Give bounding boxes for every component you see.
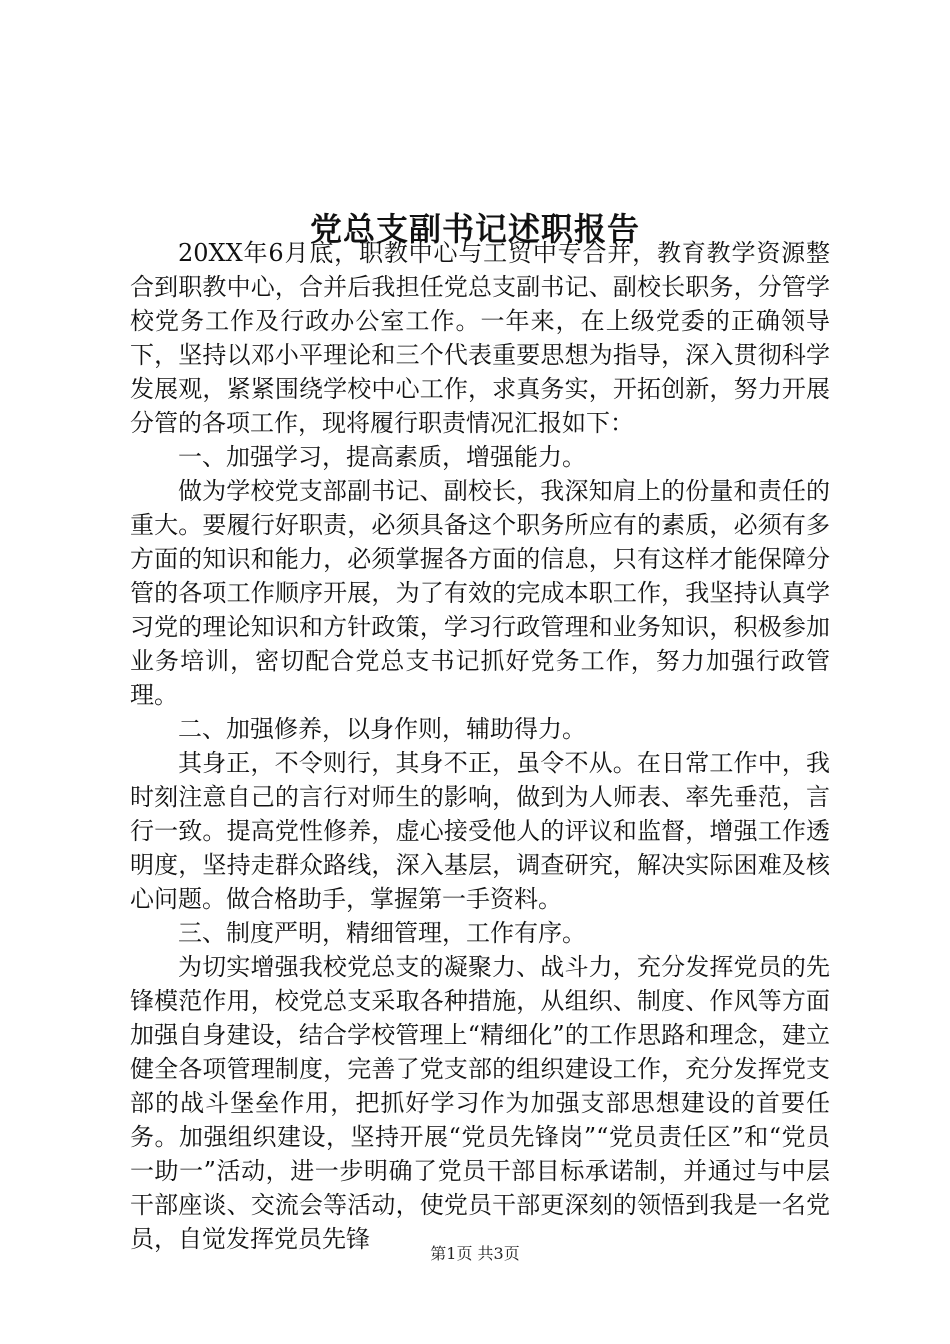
section-heading-2: 二、加强修养，以身作则，辅助得力。 (178, 715, 586, 743)
paragraph-section-1: 做为学校党支部副书记、副校长，我深知肩上的份量和责任的重大。要履行好职责，必须具备这个职务所应有的素质，必须有多方面的知识和能力，必须掌握各方面的信息，只有这样才能保障分管的各项工作顺序开展，为了有效的完成本职工作，我坚持认真学习党的理论知识和方针政策，学习行政管理和业务知识，积极参加业务培训，密切配合党总支书记抓好党务工作，努力加强行政管理。 (130, 477, 830, 709)
document-body (130, 236, 830, 1256)
page-number-footer: 第1页 共3页 (430, 1244, 520, 1263)
paragraph-section-3: 为切实增强我校党总支的凝聚力、战斗力，充分发挥党员的先锋模范作用，校党总支采取各种措施，从组织、制度、作风等方面加强自身建设，结合学校管理上“精细化”的工作思路和理念，建立健全各项管理制度，完善了党支部的组织建设工作，充分发挥党支部的战斗堡垒作用，把抓好学习作为加强支部思想建设的首要任务。加强组织建设，坚持开展“党员先锋岗”“党员责任区”和“党员一助一”活动，进一步明确了党员干部目标承诺制，并通过与中层干部座谈、交流会等活动，使党员干部更深刻的领悟到我是一名党员，自觉发挥党员先锋 (130, 953, 830, 1253)
paragraph-section-2: 其身正，不令则行，其身不正，虽令不从。在日常工作中，我时刻注意自己的言行对师生的影响，做到为人师表、率先垂范，言行一致。提高党性修养，虚心接受他人的评议和监督，增强工作透明度，坚持走群众路线，深入基层，调查研究，解决实际困难及核心问题。做合格助手，掌握第一手资料。 (130, 749, 830, 913)
paragraph-intro: 20XX年6月底，职教中心与工贸中专合并，教育教学资源整合到职教中心，合并后我担任党总支副书记、副校长职务，分管学校党务工作及行政办公室工作。一年来，在上级党委的正确领导下，坚持以邓小平理论和三个代表重要思想为指导，深入贯彻科学发展观，紧紧围绕学校中心工作，求真务实，开拓创新，努力开展分管的各项工作，现将履行职责情况汇报如下： (130, 239, 830, 437)
section-heading-3: 三、制度严明，精细管理，工作有序。 (178, 919, 586, 947)
document-title: 党总支副书记述职报告 (309, 210, 640, 249)
section-heading-1: 一、加强学习，提高素质，增强能力。 (178, 443, 586, 471)
